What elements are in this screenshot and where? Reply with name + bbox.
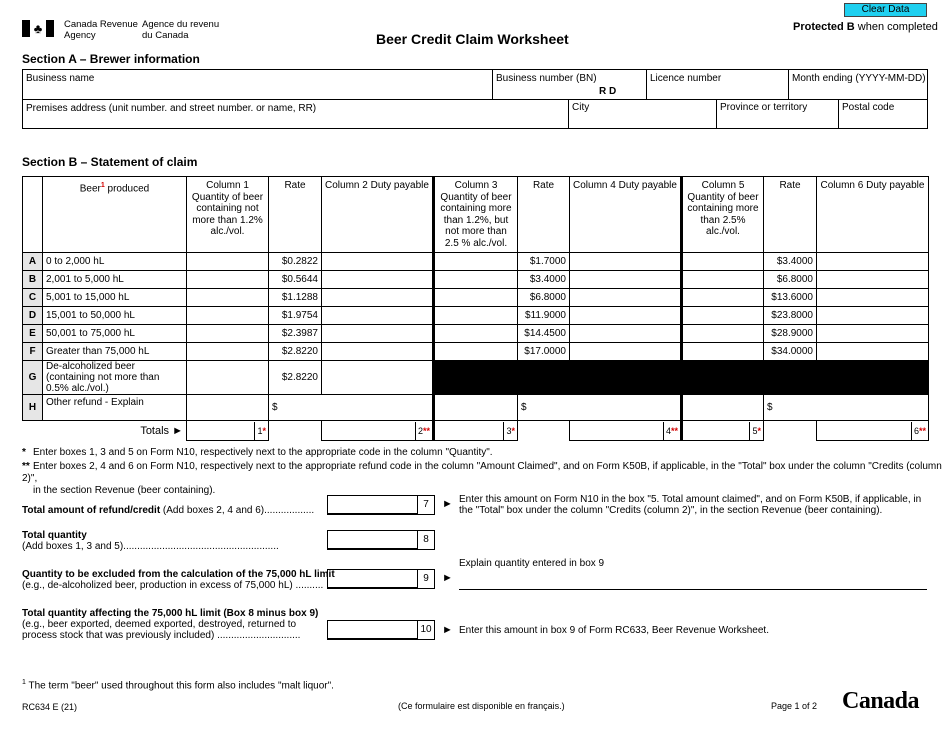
duty-input[interactable] <box>570 343 682 361</box>
canada-flag-logo <box>22 20 54 37</box>
line-7-instruction: Enter this amount on Form N10 in the box "5. Total amount claimed", and on Form K50B, if applicable, in the "Total" box under the column "Credits (column 2)", in the section Revenue (beer containing). <box>459 494 922 516</box>
quantity-input[interactable] <box>682 343 764 361</box>
total-box-4[interactable]: 4** <box>570 421 682 441</box>
rate-header: Rate <box>518 177 570 253</box>
quantity-input[interactable] <box>187 271 269 289</box>
duty-input[interactable] <box>322 361 434 395</box>
table-row: D 15,001 to 50,000 hL $1.9754 $11.9000 $23.8000 <box>23 307 929 325</box>
duty-input[interactable] <box>570 271 682 289</box>
quantity-input[interactable] <box>434 325 518 343</box>
quantity-input[interactable] <box>434 271 518 289</box>
header-row <box>23 177 929 253</box>
totals-row <box>23 421 929 441</box>
table-row: C 5,001 to 15,000 hL $1.1288 $6.8000 $13.6000 <box>23 289 929 307</box>
business-name-field[interactable]: Business name <box>26 73 95 84</box>
bn-field[interactable]: Business number (BN) R D <box>492 70 646 99</box>
table-row: A 0 to 2,000 hL $0.2822 $1.7000 $3.4000 <box>23 253 929 271</box>
box-7-input[interactable]: 7 <box>327 495 435 515</box>
total-box-5[interactable]: 5* <box>682 421 764 441</box>
duty-input[interactable] <box>322 253 434 271</box>
licence-field[interactable]: Licence number <box>646 70 788 99</box>
table-row: B 2,001 to 5,000 hL $0.5644 $3.4000 $6.8000 <box>23 271 929 289</box>
quantity-input[interactable] <box>682 253 764 271</box>
line-8-label: Total quantity (Add boxes 1, 3 and 5)........................................................ <box>22 530 279 552</box>
duty-input[interactable] <box>817 289 929 307</box>
line-9-label: Quantity to be excluded from the calculation of the 75,000 hL limit (e.g., de-alcoholized beer, production in excess of 75,000 hL) .......... <box>22 569 335 591</box>
dept-name-en: Canada Revenue Agency <box>64 19 138 41</box>
canada-wordmark: Canada <box>842 688 920 714</box>
other-refund-explain[interactable]: Other refund - Explain <box>43 395 187 421</box>
total-box-3[interactable]: 3* <box>434 421 518 441</box>
arrow-icon: ► <box>442 624 453 636</box>
duty-input[interactable] <box>322 325 434 343</box>
col4-header: Column 4 Duty payable <box>570 177 682 253</box>
note-single-star: * Enter boxes 1, 3 and 5 on Form N10, respectively next to the appropriate code in the column "Quantity". <box>22 447 493 458</box>
protected-label: Protected B when completed <box>793 21 938 33</box>
duty-input[interactable] <box>817 253 929 271</box>
table-row: E 50,001 to 75,000 hL $2.3987 $14.4500 $28.9000 <box>23 325 929 343</box>
french-availability: (Ce formulaire est disponible en français.) <box>398 701 565 711</box>
duty-input[interactable] <box>322 307 434 325</box>
total-box-2[interactable]: 2** <box>322 421 434 441</box>
total-box-1[interactable]: 1* <box>187 421 269 441</box>
page-number: Page 1 of 2 <box>771 701 818 711</box>
quantity-input[interactable] <box>187 253 269 271</box>
province-field[interactable]: Province or territory <box>716 99 838 129</box>
beer-header: Beer$^1$ produced <box>43 177 187 253</box>
section-b-heading: Section B – Statement of claim <box>22 155 198 169</box>
duty-input[interactable] <box>570 289 682 307</box>
duty-input[interactable] <box>817 307 929 325</box>
quantity-input[interactable] <box>187 289 269 307</box>
table-row: H Other refund - Explain $ $ $ <box>23 395 929 421</box>
totals-label: Totals ► <box>140 424 183 437</box>
footnote: $^1$ The term "beer" used throughout this form also includes "malt liquor". <box>22 679 334 692</box>
col2-header: Column 2 Duty payable <box>322 177 434 253</box>
address-field[interactable]: Premises address (unit number. and street number. or name, RR) <box>26 103 317 114</box>
section-a-heading: Section A – Brewer information <box>22 52 200 66</box>
quantity-input[interactable] <box>187 325 269 343</box>
quantity-input[interactable] <box>682 271 764 289</box>
arrow-icon: ► <box>442 572 453 584</box>
explain-quantity-input[interactable] <box>459 589 927 590</box>
note-double-star: ** Enter boxes 2, 4 and 6 on Form N10, respectively next to the appropriate refund code in the column "Amount Claimed", and on Form K50B, if applicable, in the "Total" box under the column "Credits (column 2)", in the section Revenue (beer containing). <box>22 461 942 496</box>
total-box-6[interactable]: 6** <box>817 421 929 441</box>
col1-header: Column 1 Quantity of beer containing not more than 1.2% alc./vol. <box>187 177 269 253</box>
quantity-input[interactable] <box>682 307 764 325</box>
rate-header: Rate <box>269 177 322 253</box>
quantity-input[interactable] <box>682 325 764 343</box>
duty-input[interactable] <box>817 271 929 289</box>
box-9-input[interactable]: 9 <box>327 569 435 589</box>
line-10-instruction: Enter this amount in box 9 of Form RC633, Beer Revenue Worksheet. <box>459 625 769 636</box>
brewer-info-box <box>22 69 928 129</box>
duty-input[interactable] <box>570 307 682 325</box>
line-7-label: Total amount of refund/credit (Add boxes 2, 4 and 6).................. <box>22 505 315 516</box>
col6-header: Column 6 Duty payable <box>817 177 929 253</box>
duty-input[interactable] <box>570 253 682 271</box>
duty-input[interactable] <box>817 325 929 343</box>
table-row: F Greater than 75,000 hL $2.8220 $17.0000 $34.0000 <box>23 343 929 361</box>
month-ending-field[interactable]: Month ending (YYYY-MM-DD) <box>788 70 928 99</box>
rate-header: Rate <box>764 177 817 253</box>
quantity-input[interactable] <box>187 307 269 325</box>
postal-code-field[interactable]: Postal code <box>838 99 928 129</box>
duty-input[interactable] <box>817 343 929 361</box>
quantity-input[interactable] <box>434 343 518 361</box>
quantity-input[interactable] <box>434 289 518 307</box>
quantity-input[interactable] <box>187 343 269 361</box>
other-refund-amount-6[interactable]: $ <box>764 395 929 421</box>
box-10-input[interactable]: 10 <box>327 620 435 640</box>
table-row: G De-alcoholized beer (containing not more than 0.5% alc./vol.) $2.8220 <box>23 361 929 395</box>
maple-leaf-icon: ♣ <box>33 21 43 36</box>
col3-header: Column 3 Quantity of beer containing more than 1.2%, but not more than 2.5 % alc./vol. <box>434 177 518 253</box>
line-10-label: Total quantity affecting the 75,000 hL limit (Box 8 minus box 9) (e.g., beer exported, deemed exported, destroyed, returned to process stock that was previously included) .............................. <box>22 608 319 641</box>
quantity-input[interactable] <box>434 307 518 325</box>
other-refund-amount-2[interactable]: $ <box>269 395 434 421</box>
clear-data-button[interactable]: Clear Data <box>844 3 927 17</box>
box-8-input[interactable]: 8 <box>327 530 435 550</box>
duty-input[interactable] <box>322 289 434 307</box>
claim-table <box>22 176 929 441</box>
duty-input[interactable] <box>570 325 682 343</box>
quantity-input[interactable] <box>187 361 269 395</box>
quantity-input[interactable] <box>434 253 518 271</box>
page-title: Beer Credit Claim Worksheet <box>376 31 569 47</box>
city-field[interactable]: City <box>568 99 716 129</box>
col5-header: Column 5 Quantity of beer containing more than 2.5% alc./vol. <box>682 177 764 253</box>
duty-input[interactable] <box>322 343 434 361</box>
form-id: RC634 E (21) <box>22 702 78 712</box>
duty-input[interactable] <box>322 271 434 289</box>
other-refund-amount-4[interactable]: $ <box>518 395 682 421</box>
quantity-input[interactable] <box>682 289 764 307</box>
line-9-instruction: Explain quantity entered in box 9 <box>459 558 605 569</box>
arrow-icon: ► <box>442 498 453 510</box>
dept-name-fr: Agence du revenu du Canada <box>142 19 220 41</box>
